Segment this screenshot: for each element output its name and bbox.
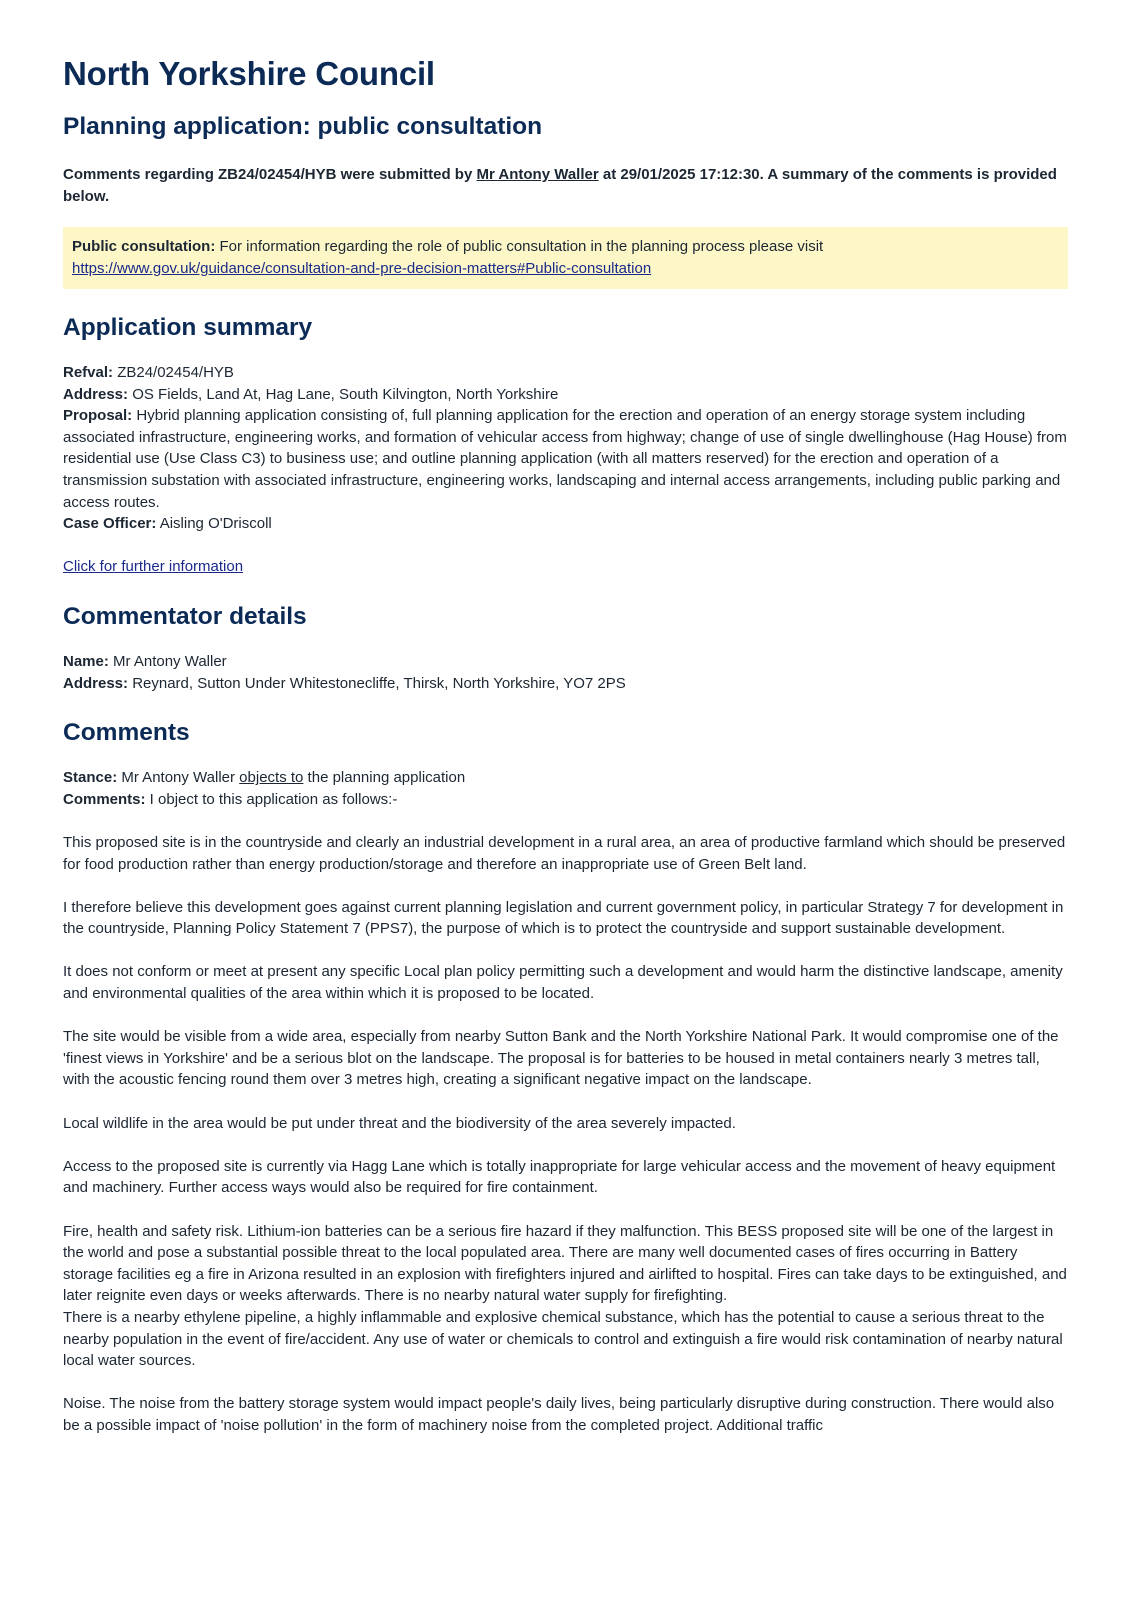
noise-paragraph: Noise. The noise from the battery storage system would impact people's daily lives, being particularly disruptive during construction. There would also be a possible impact of 'noise pollution' in the form of machinery noise from the completed project. Additional traffic: [63, 1395, 1055, 1434]
notice-text: For information regarding the role of public consultation in the planning process please visit: [215, 238, 824, 255]
commentator-address-row: [63, 673, 1068, 695]
case-officer-row: [63, 513, 1068, 535]
comments-row: [63, 789, 1068, 811]
proposal-label: Proposal:: [63, 407, 133, 425]
further-information-link[interactable]: Click for further information: [63, 558, 244, 576]
comment-paragraph: Access to the proposed site is currently via Hagg Lane which is totally inappropriate for large vehicular access and the movement of heavy equipment and machinery. Further access ways would also be required for fire containment.: [63, 1157, 1056, 1197]
consultation-guidance-link[interactable]: https://www.gov.uk/guidance/consultation-and-pre-decision-matters#Public-consultation: [72, 260, 652, 277]
fire-risk-paragraph: Fire, health and safety risk. Lithium-ion batteries can be a serious fire hazard if they malfunction. This BESS proposed site will be one of the largest in the world and pose a substantial possible threat to the local populated area. There are many well documented cases of fires occurring in Battery storage facilities eg a fire in Arizona resulted in an explosion with firefighters injured and airlifted to hospital. Fires can take days to be extinguished, and later reignite even days or weeks afterwards. There is no nearby natural water supply for firefighting.: [63, 1222, 1067, 1305]
stance-suffix: the planning application: [303, 769, 466, 787]
commentator-address-value: Reynard, Sutton Under Whitestonecliffe, Thirsk, North Yorkshire, YO7 2PS: [128, 674, 626, 692]
refval-row: [63, 362, 1068, 384]
public-consultation-notice: [63, 227, 1068, 289]
stance-label: Stance:: [63, 769, 118, 787]
commentator-name-value: Mr Antony Waller: [108, 652, 227, 670]
commentator-address-label: Address:: [63, 674, 129, 692]
notice-label: Public consultation:: [72, 238, 216, 255]
intro-text: [63, 164, 1068, 208]
comment-paragraph: I therefore believe this development goes against current planning legislation and current government policy, in particular Strategy 7 for development in the countryside, Planning Policy Statement 7 (PPS7), the purpose of which is to protect the countryside and support sustainable development.: [63, 898, 1064, 938]
commentator-details: [63, 651, 1068, 694]
comments-label: Comments:: [63, 790, 146, 808]
proposal-row: [63, 405, 1068, 513]
commentator-name-label: Name:: [63, 652, 109, 670]
intro-suffix: at 29/01/2025 17:12:30. A summary of the comments is provided below.: [63, 166, 1057, 205]
refval-label: Refval:: [63, 364, 114, 381]
commentator-details-heading: Commentator details: [63, 602, 307, 630]
pipeline-paragraph: There is a nearby ethylene pipeline, a highly inflammable and explosive chemical substance, which has the potential to cause a serious threat to the nearby population in the event of fire/accident. Any use of water or chemicals to control and extinguish a fire would risk contamination of nearby natural local water sources.: [63, 1308, 1063, 1370]
intro-prefix: Comments regarding ZB24/02454/HYB were submitted by: [63, 166, 477, 183]
address-value: OS Fields, Land At, Hag Lane, South Kilvington, North Yorkshire: [128, 385, 559, 403]
application-summary-heading: Application summary: [63, 314, 313, 341]
case-officer-value: Aisling O'Driscoll: [156, 515, 272, 533]
case-officer-label: Case Officer:: [63, 515, 157, 533]
comment-paragraph: This proposed site is in the countryside and clearly an industrial development in a rural area, an area of productive farmland which should be preserved for food production rather than energy production/storage and therefore an inappropriate use of Green Belt land.: [63, 833, 1066, 873]
stance-row: [63, 767, 1068, 789]
commentator-name-row: [63, 651, 1068, 673]
address-row: [63, 384, 1068, 406]
stance-link[interactable]: objects to: [239, 769, 304, 787]
proposal-value: Hybrid planning application consisting of, full planning application for the erection and operation of an energy storage system including associated infrastructure, engineering works, and formation of vehicular access from highway; change of use of single dwellinghouse (Hag House) from residential use (Use Class C3) to business use; and outline planning application (with all matters reserved) for the erection and operation of a transmission substation with associated infrastructure, engineering works, landscaping and internal access arrangements, including public parking and access routes.: [63, 407, 1067, 511]
comments-body: [63, 767, 1068, 1436]
comment-paragraph: Local wildlife in the area would be put under threat and the biodiversity of the area severely impacted.: [63, 1114, 736, 1132]
comment-paragraph: The site would be visible from a wide area, especially from nearby Sutton Bank and the North Yorkshire National Park. It would compromise one of the 'finest views in Yorkshire' and be a serious blot on the landscape. The proposal is for batteries to be housed in metal containers nearly 3 metres tall, with the acoustic fencing round them over 3 metres high, creating a significant negative impact on the landscape.: [63, 1028, 1059, 1089]
page-subtitle: Planning application: public consultation: [63, 113, 543, 140]
comment-paragraph: It does not conform or meet at present any specific Local plan policy permitting such a development and would harm the distinctive landscape, amenity and environmental qualities of the area within which it is proposed to be located.: [63, 963, 1063, 1003]
submitter-link[interactable]: Mr Antony Waller: [476, 166, 599, 183]
address-label: Address:: [63, 385, 129, 403]
stance-prefix: Mr Antony Waller: [117, 769, 240, 787]
application-summary: [63, 362, 1068, 578]
refval-value: ZB24/02454/HYB: [113, 364, 234, 381]
comments-heading: Comments: [63, 719, 190, 747]
comments-intro: I object to this application as follows:-: [145, 790, 398, 808]
council-title: North Yorkshire Council: [63, 55, 435, 92]
